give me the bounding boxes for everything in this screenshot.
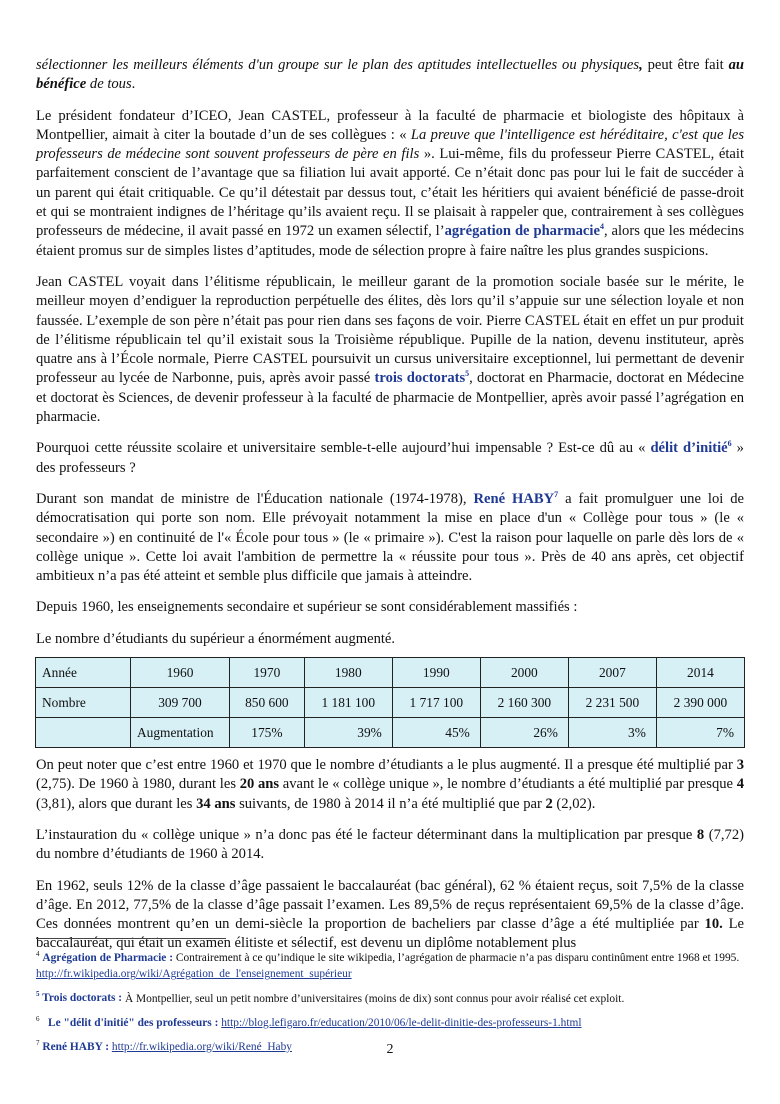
footnote-ref-6[interactable]: 6	[727, 439, 732, 449]
link-rene-haby[interactable]: René HABY	[473, 490, 555, 507]
paragraph-4	[36, 490, 744, 586]
link-trois-doctorats[interactable]: trois doctorats	[374, 370, 466, 387]
p0-text2: peut être fait	[642, 57, 729, 73]
p4-text: Durant son mandat de ministre de l'Éducation nationale (1974-1978),	[36, 490, 474, 507]
table-cell: 2014	[656, 658, 744, 688]
students-table	[35, 657, 745, 748]
footnote-7-title: René HABY :	[42, 1040, 110, 1053]
table-cell: 2007	[568, 658, 656, 688]
p1-text2: ». Lui-même, fils du professeur Pierre CASTEL, était parfaitement conscient de l’avantage que sa filiation lui avait apporté. Ce n’était donc pas pour lui le fait de succéder à un parent qui était critiquable. Ce qu’il détestait par dessus tout, c’était les héritiers qui avaient bénéficié de passe-droit et qui se montraient indignes de l’héritage qu’ils avaient reçu. Il se plaisait à rappeler que, contrairement à ses collègues professeurs de médecine, il avait passé en 1972 un examen sélectif, l’	[36, 146, 744, 240]
footnote-4-title: Agrégation de Pharmacie :	[42, 951, 174, 964]
table-cell: 7%	[656, 718, 744, 748]
p9-text2: Le baccalauréat, qui était un examen élitiste et sélectif, est devenu un diplôme notablement plus	[36, 916, 744, 952]
table-cell	[36, 718, 131, 748]
p7-text: On peut noter que c’est entre 1960 et 1970 que le nombre d’étudiants a le plus augmenté. Il a presque été multiplié par	[36, 757, 737, 774]
p0-comma: ,	[639, 57, 643, 73]
footnote-ref-7[interactable]: 7	[554, 490, 559, 500]
p3-text: Pourquoi cette réussite scolaire et universitaire semble-t-elle aujourd’hui impensable ? Est-ce dû au «	[36, 440, 651, 457]
p8-bold: 8	[696, 826, 705, 843]
table-cell: 1 181 100	[304, 688, 392, 718]
p9-bold: 10.	[704, 916, 723, 933]
table-cell: 2 231 500	[568, 688, 656, 718]
p7-text6: (2,02).	[552, 795, 596, 812]
footnote-7-link[interactable]: http://fr.wikipedia.org/wiki/René_Haby	[111, 1040, 292, 1053]
footnote-ref-5[interactable]: 5	[465, 369, 470, 379]
paragraph-3	[36, 439, 744, 478]
p8-text: L’instauration du « collège unique » n’a donc pas été le facteur déterminant dans la multiplication par presque	[36, 826, 697, 843]
footnote-6-title: Le "délit d'initié" des professeurs :	[48, 1016, 219, 1029]
footnote-7: $^7$ René HABY : http://fr.wikipedia.org/wiki/René_Haby	[36, 1039, 292, 1053]
p9-text: En 1962, seuls 12% de la classe d’âge passaient le baccalauréat (bac général), 62 % étaient reçus, soit 7,5% de la classe d’âge. En 2012, 77,5% de la classe d’âge passait l’examen. Les 89,5% de reçus représentaient 69,5% de la classe d’âge. Ces données montrent qu’en un demi-siècle la proportion de bacheliers par classe d’âge a été multipliée par	[36, 877, 744, 933]
paragraph-7	[36, 756, 744, 814]
p0-emphasis: au bénéfice	[36, 57, 744, 93]
table-cell: 45%	[392, 718, 480, 748]
table-cell: 175%	[230, 718, 305, 748]
table-cell: 1990	[392, 658, 480, 688]
table-cell: 1960	[131, 658, 230, 688]
table-cell: 3%	[568, 718, 656, 748]
paragraph-8	[36, 826, 744, 865]
p2-text2: , doctorat en Pharmacie, doctorat en Médecine et doctorat ès Sciences, de devenir professeur à la faculté de pharmacie de Montpellier, après avoir passé l’agrégation en pharmacie.	[36, 370, 744, 426]
paragraph-9	[36, 877, 744, 954]
paragraph-0	[36, 56, 744, 95]
footnote-4: $^4$ Agrégation de Pharmacie : Contrairement à ce qu’indique le site wikipedia, l’agrégation de pharmacie n’a pas disparu continûment entre 1968 et 1995. http://fr.wikipedia.org/wiki/Agrégation_de_l'enseignement_supérieur	[36, 950, 740, 981]
table-row	[36, 688, 745, 718]
p7-text2: (2,75). De 1960 à 1980, durant les	[36, 776, 240, 793]
table-cell: Année	[36, 658, 131, 688]
main-text	[36, 56, 744, 966]
table-cell: 850 600	[230, 688, 305, 718]
p1-text: Le président fondateur d’ICEO, Jean CASTEL, professeur à la faculté de pharmacie et biologiste des hôpitaux à Montpellier, aimait à citer la boutade d’un de ses collègues : «	[36, 107, 744, 143]
p7-bold2: 20 ans	[239, 776, 280, 793]
table-cell: 1970	[230, 658, 305, 688]
table-cell: 26%	[480, 718, 568, 748]
footnote-ref-4[interactable]: 4	[599, 222, 604, 232]
footnote-6: $^6$ Le "délit d'initié" des professeurs : http://blog.lefigaro.fr/education/2010/06/le-delit-dinitie-des-professeurs-1.html	[36, 1014, 582, 1029]
paragraph-5: Depuis 1960, les enseignements secondaire et supérieur se sont considérablement massifiés :	[36, 599, 578, 616]
table-cell: 2 160 300	[480, 688, 568, 718]
table-cell: 39%	[304, 718, 392, 748]
p1-text3: , alors que les médecins étaient promus sur de simples listes d’aptitudes, mode de sélection propre à faire naître les plus grandes suspicions.	[36, 223, 745, 259]
paragraph-2	[36, 273, 744, 427]
p7-bold5: 2	[545, 795, 553, 812]
table-cell: 1 717 100	[392, 688, 480, 718]
link-agregation-pharmacie[interactable]: agrégation de pharmacie	[444, 223, 600, 240]
table-cell: Nombre	[36, 688, 131, 718]
table-cell: Augmentation	[131, 718, 230, 748]
p7-bold: 3	[736, 757, 744, 774]
paragraph-1	[36, 107, 744, 261]
link-delit-initie[interactable]: délit d’initié	[650, 440, 728, 457]
p7-text4: (3,81), alors que durant les	[36, 795, 197, 812]
p8-text2: (7,72) du nombre d’étudiants de 1960 à 2014.	[36, 826, 744, 863]
p7-text5: suivants, de 1980 à 2014 il n’a été multiplié que par	[235, 795, 546, 812]
p2-text: Jean CASTEL voyait dans l’élitisme républicain, le meilleur garant de la promotion sociale basée sur le mérite, le meilleur moyen d’endiguer la reproduction perpétuelle des élites, dès lors qu’il s’appuie sur une sélection loyale et non faussée. L’exemple de son père n’était pas pour rien dans ses façons de voir. Pierre CASTEL était en effet un pur produit de l’élitisme républicain tel qu’il existait sous la Troisième république. Pupille de la nation, devenu instituteur, après quatre ans à l’École normale, Pierre CASTEL poursuivit un cursus universitaire exceptionnel, lui permettant de devenir professeur au lycée de Narbonne, puis, après avoir passé	[36, 273, 744, 387]
p0-text3: de tous	[86, 76, 132, 93]
paragraph-6: Le nombre d’étudiants du supérieur a énormément augmenté.	[36, 630, 396, 647]
table-cell: 2000	[480, 658, 568, 688]
table-cell: 309 700	[131, 688, 230, 718]
p0-period: .	[131, 76, 136, 93]
page-number: 2	[386, 1042, 394, 1057]
footnote-6-link[interactable]: http://blog.lefigaro.fr/education/2010/06/le-delit-dinitie-des-professeurs-1.html	[221, 1016, 582, 1029]
table-cell: 2 390 000	[656, 688, 744, 718]
footnote-5: $^5$ Trois doctorats : À Montpellier, seul un petit nombre d’universitaires (moins de dix) sont connus pour avoir réalisé cet exploit.	[36, 990, 625, 1005]
footnote-separator	[36, 938, 226, 939]
p0-text: sélectionner les meilleurs éléments d'un groupe sur le plan des aptitudes intellectuelles ou physiques	[36, 57, 640, 73]
p1-quote: La preuve que l'intelligence est héréditaire, c'est que les professeurs de médecine sont souvent professeurs de père en fils	[36, 126, 745, 163]
p3-text2: » des professeurs ?	[36, 440, 744, 476]
table-row	[36, 658, 745, 688]
p7-bold4: 34 ans	[196, 795, 236, 812]
p7-text3: avant le « collège unique », le nombre d’étudiants a été multiplié par presque	[279, 776, 737, 793]
p7-bold3: 4	[736, 776, 744, 793]
table-row	[36, 718, 745, 748]
footnote-4-link[interactable]: http://fr.wikipedia.org/wiki/Agrégation_de_l'enseignement_supérieur	[36, 968, 352, 981]
footnote-5-title: Trois doctorats :	[42, 992, 123, 1005]
p4-text2: a fait promulguer une loi de démocratisation qui porte son nom. Elle prévoyait notamment la mise en place d'un « Collège pour tous » (le « secondaire ») en continuité de l'« École pour tous » (le « primaire »). C'est la raison pour laquelle on parle dès lors de « collège unique ». Cette loi avait l'ambition de permettre la « réussite pour tous ». Près de 40 ans après, cet objectif ambitieux n’a pas été atteint et semble plus difficile que jamais à atteindre.	[36, 490, 744, 585]
table-cell: 1980	[304, 658, 392, 688]
